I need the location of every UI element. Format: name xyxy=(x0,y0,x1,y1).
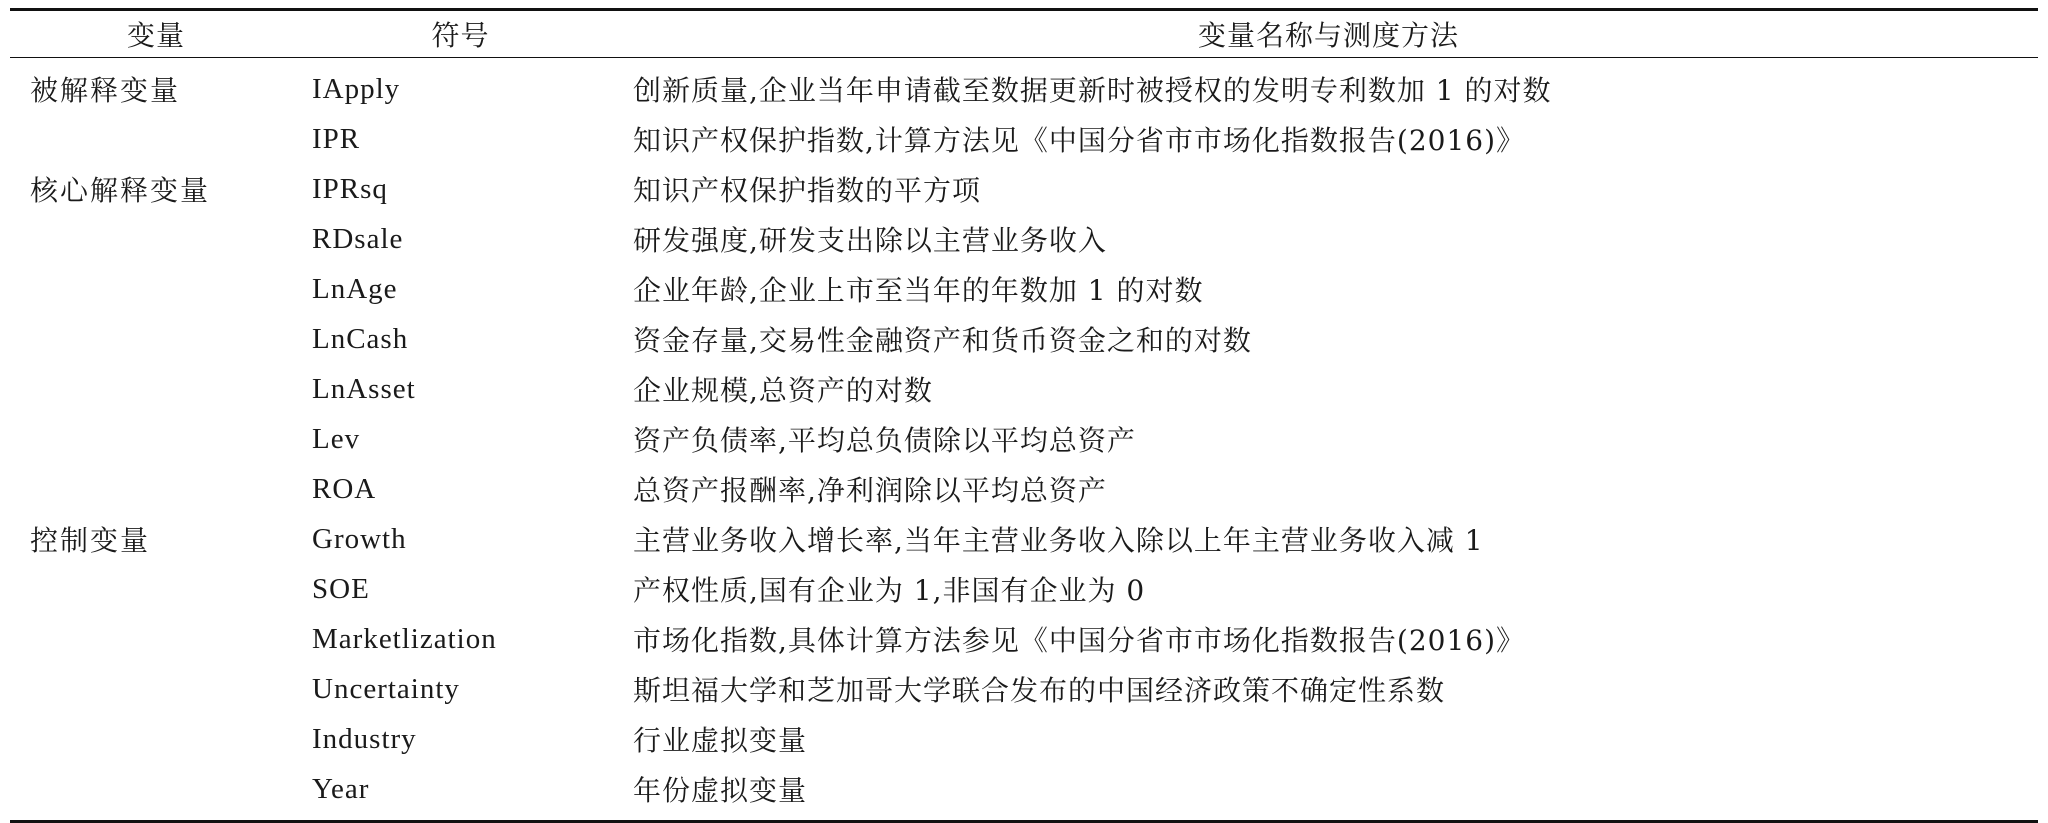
row-description: 主营业务收入增长率,当年主营业务收入除以上年主营业务收入减 1 xyxy=(633,524,1484,557)
table-row xyxy=(10,564,2038,614)
table-row xyxy=(10,514,2038,564)
row-category xyxy=(10,614,302,664)
row-description: 创新质量,企业当年申请截至数据更新时被授权的发明专利数加 1 的对数 xyxy=(633,74,1552,107)
row-description: 知识产权保护指数,计算方法见《中国分省市市场化指数报告(2016)》 xyxy=(633,124,1526,157)
row-symbol: Industry xyxy=(312,722,417,755)
header-symbol: 符号 xyxy=(431,19,490,52)
row-symbol: IApply xyxy=(312,72,401,105)
table-row xyxy=(10,414,2038,464)
row-description: 企业规模,总资产的对数 xyxy=(633,374,933,407)
row-category xyxy=(10,464,302,514)
row-description: 研发强度,研发支出除以主营业务收入 xyxy=(633,224,1107,257)
variable-definition-table-container xyxy=(10,8,2038,823)
row-category xyxy=(10,364,302,414)
table-row xyxy=(10,164,2038,214)
table-row xyxy=(10,664,2038,714)
table-row xyxy=(10,58,2038,115)
row-category xyxy=(10,114,302,164)
header-description: 变量名称与测度方法 xyxy=(1197,19,1459,52)
row-symbol: ROA xyxy=(312,472,377,505)
row-category xyxy=(10,564,302,614)
row-symbol: LnCash xyxy=(312,322,409,355)
row-symbol: LnAsset xyxy=(312,372,416,405)
row-symbol: Year xyxy=(312,772,370,805)
row-category xyxy=(10,664,302,714)
row-symbol: RDsale xyxy=(312,222,404,255)
table-row xyxy=(10,614,2038,664)
row-description: 总资产报酬率,净利润除以平均总资产 xyxy=(633,474,1107,507)
header-row xyxy=(10,10,2038,58)
header-variable: 变量 xyxy=(126,19,185,52)
row-symbol: IPRsq xyxy=(312,172,388,205)
row-description: 产权性质,国有企业为 1,非国有企业为 0 xyxy=(633,574,1146,607)
row-description: 市场化指数,具体计算方法参见《中国分省市市场化指数报告(2016)》 xyxy=(633,624,1526,657)
table-row xyxy=(10,114,2038,164)
table-row xyxy=(10,264,2038,314)
row-category xyxy=(10,314,302,364)
row-category xyxy=(10,214,302,264)
row-description: 年份虚拟变量 xyxy=(633,774,808,807)
row-category: 核心解释变量 xyxy=(30,174,211,207)
table-row xyxy=(10,314,2038,364)
row-symbol: IPR xyxy=(312,122,361,155)
table-row xyxy=(10,714,2038,764)
table-row xyxy=(10,464,2038,514)
row-category xyxy=(10,764,302,822)
row-description: 斯坦福大学和芝加哥大学联合发布的中国经济政策不确定性系数 xyxy=(633,674,1446,707)
row-description: 资产负债率,平均总负债除以平均总资产 xyxy=(633,424,1136,457)
variable-definition-table xyxy=(10,8,2038,823)
row-symbol: SOE xyxy=(312,572,370,605)
row-category xyxy=(10,264,302,314)
row-symbol: Uncertainty xyxy=(312,672,460,705)
row-description: 知识产权保护指数的平方项 xyxy=(633,174,982,207)
row-symbol: LnAge xyxy=(312,272,398,305)
row-symbol: Lev xyxy=(312,422,361,455)
table-body xyxy=(10,58,2038,822)
row-description: 行业虚拟变量 xyxy=(633,724,808,757)
row-category xyxy=(10,714,302,764)
row-description: 企业年龄,企业上市至当年的年数加 1 的对数 xyxy=(633,274,1204,307)
table-header xyxy=(10,10,2038,58)
row-category: 控制变量 xyxy=(30,524,151,557)
table-row xyxy=(10,214,2038,264)
row-category: 被解释变量 xyxy=(30,74,181,107)
table-row xyxy=(10,764,2038,822)
row-category xyxy=(10,414,302,464)
row-symbol: Growth xyxy=(312,522,407,555)
row-symbol: Marketlization xyxy=(312,622,497,655)
table-row xyxy=(10,364,2038,414)
row-description: 资金存量,交易性金融资产和货币资金之和的对数 xyxy=(633,324,1252,357)
